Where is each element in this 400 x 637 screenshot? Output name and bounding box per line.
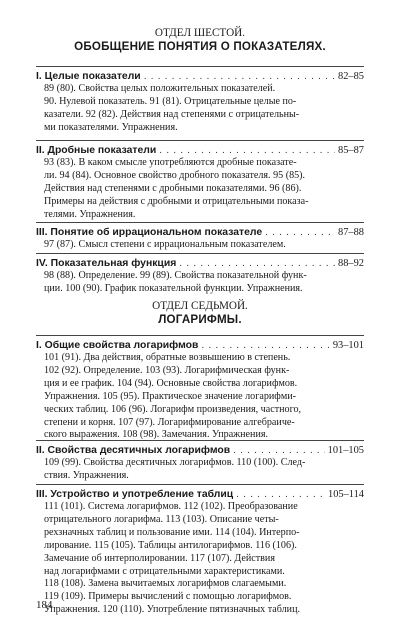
section-title: II. Дробные показатели — [36, 145, 157, 156]
section-contents — [36, 352, 364, 442]
contents-line: 119 (109). Примеры вычислений с помощью логарифмов. — [44, 591, 292, 603]
contents-line: ческих таблиц. 106 (96). Логарифм произведения, частного, — [44, 403, 302, 415]
section-contents — [36, 270, 364, 296]
leader-dots — [179, 257, 335, 270]
contents-line: 111 (101). Система логарифмов. 112 (102). Преобразование — [44, 501, 298, 512]
section-title: IV. Показательная функция — [36, 258, 177, 269]
leader-dots — [265, 226, 335, 239]
divider — [36, 253, 364, 254]
divider — [36, 484, 364, 485]
page-range: 101–105 — [327, 445, 364, 456]
toc-heading[interactable] — [36, 339, 364, 352]
divider — [36, 140, 364, 141]
toc-heading[interactable] — [36, 144, 364, 157]
toc-section — [36, 70, 364, 135]
contents-line: лирование. 115 (105). Таблицы антилогарифмов. 116 (106). — [44, 539, 297, 551]
divider — [36, 66, 364, 67]
contents-line: ции. 100 (90). График показательной функции. Упражнения. — [44, 282, 303, 294]
page-range: 85–87 — [338, 145, 364, 156]
page-number: 184 — [36, 599, 53, 611]
contents-line: Упражнения. 105 (95). Практическое значение логарифми- — [44, 390, 296, 402]
contents-line: ствия. Упражнения. — [44, 469, 129, 481]
section-title: I. Целые показатели — [36, 71, 141, 82]
toc-heading[interactable] — [36, 488, 364, 501]
part-label: ОТДЕЛ ШЕСТОЙ. — [154, 27, 246, 39]
section-contents — [36, 457, 364, 483]
contents-line: ми показателями. Упражнения. — [44, 121, 178, 133]
part-seven-heading — [0, 300, 400, 327]
contents-line: 89 (80). Свойства целых положительных показателей. — [44, 83, 276, 94]
part-six-heading — [0, 27, 400, 54]
contents-line: Действия над степенями с дробными показателями. 96 (86). — [44, 182, 302, 194]
leader-dots — [236, 488, 325, 501]
contents-line: Упражнения. 120 (110). Употребление пятизначных таблиц. — [44, 604, 300, 616]
contents-line: Примеры на действия с дробными и отрицательными показа- — [44, 195, 309, 207]
section-contents — [36, 157, 364, 222]
page-range: 87–88 — [338, 227, 364, 238]
contents-line: 98 (88). Определение. 99 (89). Свойства показательной функ- — [44, 270, 307, 281]
toc-heading[interactable] — [36, 70, 364, 83]
divider — [36, 335, 364, 336]
toc-section — [36, 339, 364, 442]
toc-heading[interactable] — [36, 226, 364, 239]
leader-dots — [159, 144, 335, 157]
toc-section — [36, 226, 364, 252]
contents-line: 101 (91). Два действия, обратные возвышению в степень. — [44, 352, 291, 363]
leader-dots — [233, 444, 325, 457]
contents-line: рехзначных таблиц и пользование ими. 114 (104). Интерпо- — [44, 526, 300, 538]
page-range: 93–101 — [332, 340, 364, 351]
toc-section — [36, 488, 364, 617]
contents-line: отрицательного логарифма. 113 (103). Описание четы- — [44, 513, 279, 525]
toc-heading[interactable] — [36, 444, 364, 457]
contents-line: над логарифмами с отрицательными характеристиками. — [44, 565, 285, 577]
toc-section — [36, 257, 364, 296]
page-range: 88–92 — [338, 258, 364, 269]
page-range: 105–114 — [328, 489, 364, 500]
part-label: ОТДЕЛ СЕДЬМОЙ. — [152, 300, 248, 312]
part-title: ОБОБЩЕНИЕ ПОНЯТИЯ О ПОКАЗАТЕЛЯХ. — [74, 40, 326, 53]
section-title: I. Общие свойства логарифмов — [36, 340, 199, 351]
section-contents — [36, 239, 364, 252]
contents-line: ция и ее график. 104 (94). Основные свойства логарифмов. — [44, 377, 298, 389]
section-title: III. Устройство и употребление таблиц — [36, 489, 234, 500]
contents-line: 102 (92). Определение. 103 (93). Логарифмическая функ- — [44, 364, 290, 376]
leader-dots — [144, 70, 335, 83]
toc-section — [36, 444, 364, 483]
contents-line: ли. 94 (84). Основное свойство дробного показателя. 95 (85). — [44, 169, 306, 181]
leader-dots — [201, 339, 329, 352]
contents-line: Замечание об интерполировании. 117 (107). Действия — [44, 552, 275, 564]
contents-line: 90. Нулевой показатель. 91 (81). Отрицательные целые по- — [44, 95, 297, 107]
contents-line: степени и корня. 107 (97). Логарифмирование алгебраиче- — [44, 416, 295, 428]
contents-line: 109 (99). Свойства десятичных логарифмов. 110 (100). След- — [44, 457, 306, 468]
contents-line: казатели. 92 (82). Действия над степенями с отрицательны- — [44, 108, 300, 120]
toc-section — [36, 144, 364, 222]
section-title: III. Понятие об иррациональном показателе — [36, 227, 263, 238]
divider — [36, 440, 364, 441]
contents-line: ского выражения. 108 (98). Замечания. Упражнения. — [44, 429, 269, 441]
section-contents — [36, 501, 364, 617]
section-title: II. Свойства десятичных логарифмов — [36, 445, 231, 456]
contents-line: 118 (108). Замена вычитаемых логарифмов слагаемыми. — [44, 578, 287, 590]
page-range: 82–85 — [338, 71, 364, 82]
divider — [36, 222, 364, 223]
contents-line: телями. Упражнения. — [44, 208, 136, 220]
toc-heading[interactable] — [36, 257, 364, 270]
section-contents — [36, 83, 364, 135]
contents-line: 97 (87). Смысл степени с иррациональным показателем. — [44, 239, 286, 250]
contents-line: 93 (83). В каком смысле употребляются дробные показате- — [44, 157, 297, 168]
part-title: ЛОГАРИФМЫ. — [158, 313, 242, 326]
